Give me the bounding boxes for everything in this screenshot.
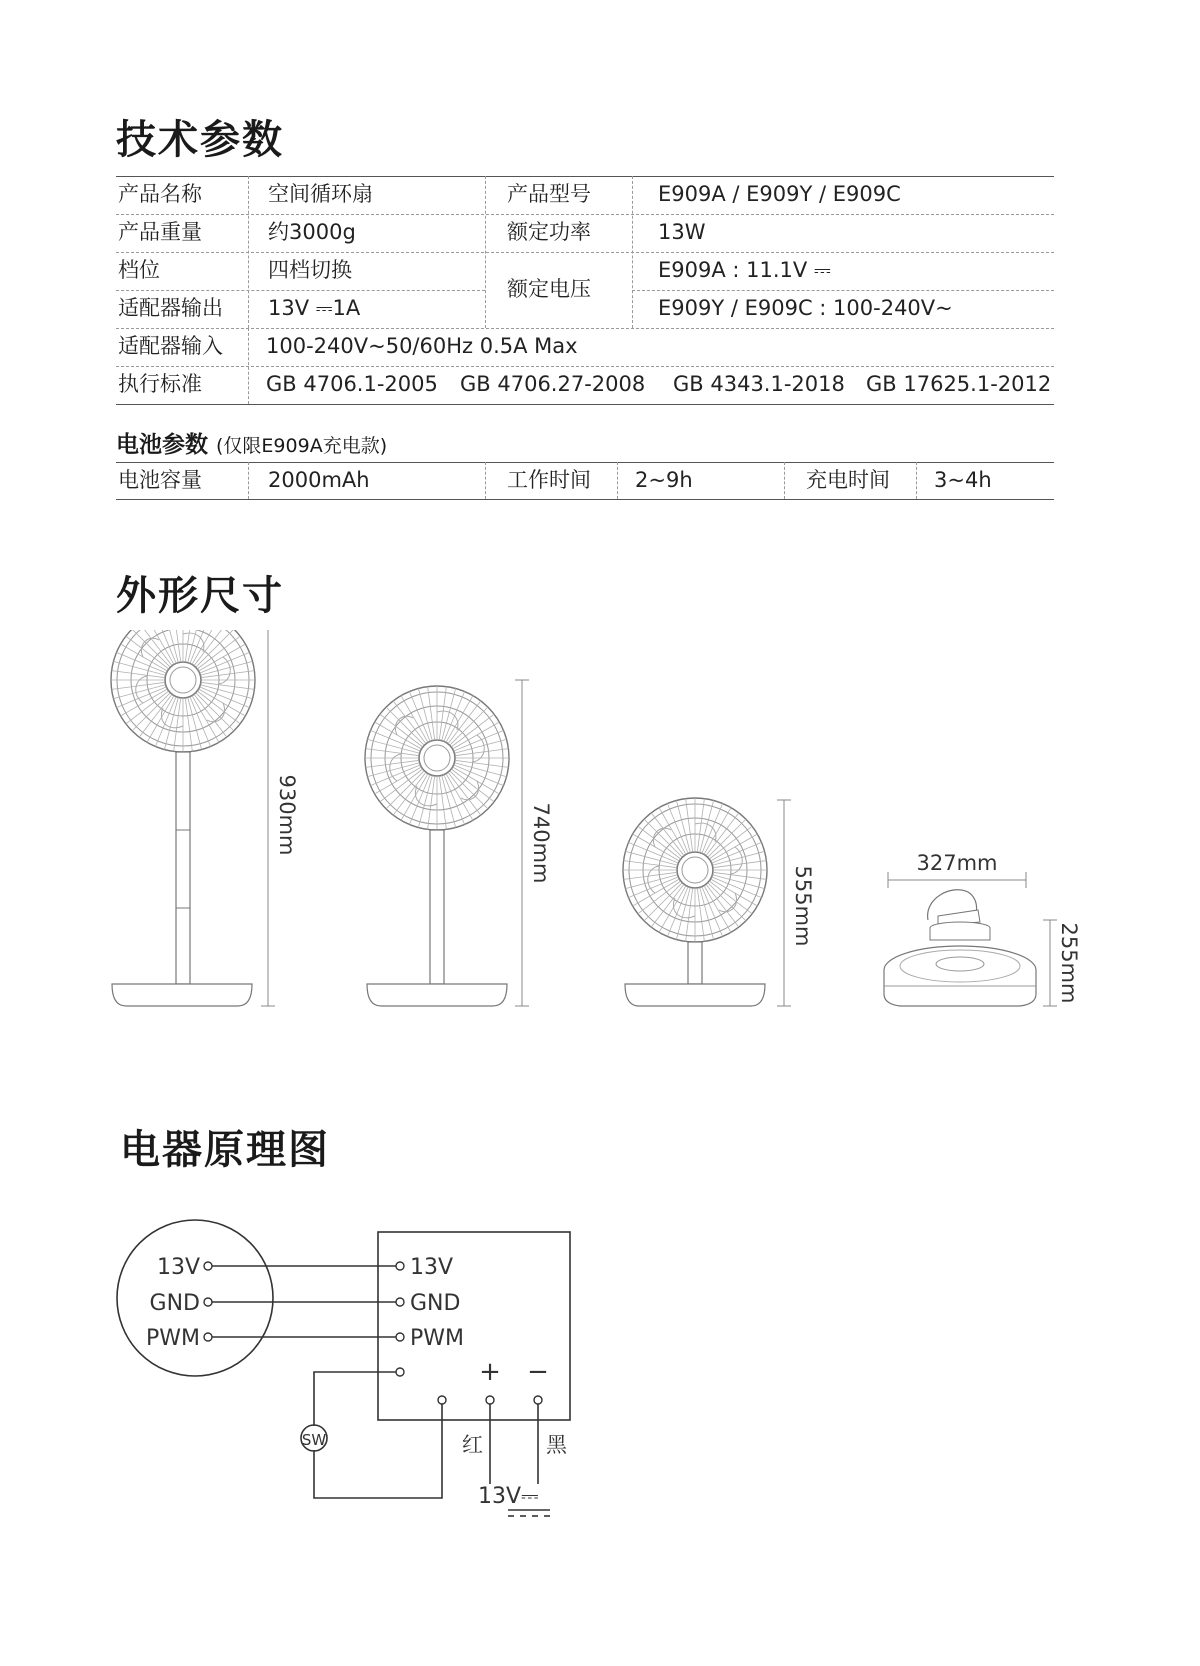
table-rule — [116, 328, 1054, 329]
battery-note: (仅限E909A充电款) — [216, 435, 388, 457]
model-label: 产品型号 — [507, 182, 591, 206]
desk-fan-drawing — [884, 851, 1081, 1006]
adapter-input-value: 100-240V~50/60Hz 0.5A Max — [266, 334, 578, 358]
battery-table — [116, 462, 1054, 500]
weight-value: 约3000g — [268, 220, 356, 244]
work-time-value: 2~9h — [635, 468, 693, 492]
switch-label: SW — [301, 1431, 327, 1449]
battery-title: 电池参数 — [116, 432, 208, 458]
table-divider — [248, 462, 249, 499]
name-value: 空间循环扇 — [268, 182, 373, 206]
model-value: E909A / E909Y / E909C — [658, 182, 901, 206]
tall-height-label: 930mm — [275, 774, 299, 856]
plus-label: + — [479, 1357, 501, 1387]
board-gnd-label: GND — [410, 1291, 461, 1316]
gear-label: 档位 — [118, 258, 160, 282]
capacity-label: 电池容量 — [118, 468, 202, 492]
table-divider — [784, 462, 785, 499]
board-pin-plus — [486, 1396, 494, 1404]
capacity-value: 2000mAh — [268, 468, 370, 492]
desk-height-label: 255mm — [1057, 922, 1081, 1004]
table-rule — [116, 176, 1054, 177]
gear-value: 四档切换 — [268, 258, 352, 282]
table-divider — [248, 328, 249, 404]
charge-time-value: 3~4h — [934, 468, 992, 492]
black-wire-label: 黑 — [546, 1433, 567, 1457]
board-pin-switch — [396, 1368, 404, 1376]
motor-13v-label: 13V — [156, 1255, 200, 1280]
table-rule — [116, 404, 1054, 405]
table-divider — [485, 176, 486, 328]
motor-pin-13v — [204, 1262, 212, 1270]
battery-section-title — [116, 426, 387, 459]
board-pin-13v — [396, 1262, 404, 1270]
table-divider — [632, 176, 633, 328]
table-divider — [617, 462, 618, 499]
table-rule — [116, 462, 1054, 463]
board-pin-pwm — [396, 1333, 404, 1341]
tall-fan-drawing — [111, 630, 299, 1006]
adapter-input-label: 适配器输入 — [118, 334, 223, 358]
dimension-drawings — [0, 630, 1200, 1060]
table-divider — [248, 176, 249, 328]
table-divider — [916, 462, 917, 499]
weight-label: 产品重量 — [118, 220, 202, 244]
standard-1: GB 4706.1-2005 — [266, 372, 438, 396]
board-13v-label: 13V — [410, 1255, 454, 1280]
adapter-output-value: 13V ⎓1A — [268, 296, 361, 320]
board-pin-gnd — [396, 1298, 404, 1306]
board-pin-sw-return — [438, 1396, 446, 1404]
minus-label: − — [527, 1357, 549, 1387]
voltage-value-yc: E909Y / E909C : 100-240V~ — [658, 296, 953, 320]
voltage-value-a: E909A : 11.1V ⎓ — [658, 258, 831, 282]
table-rule — [116, 252, 1054, 253]
motor-pin-gnd — [204, 1298, 212, 1306]
desk-width-label: 327mm — [916, 851, 998, 875]
motor-gnd-label: GND — [149, 1291, 200, 1316]
red-wire-label: 红 — [462, 1433, 483, 1457]
supply-label: 13V⎓ — [478, 1484, 539, 1509]
adapter-output-label: 适配器输出 — [118, 296, 223, 320]
table-divider — [485, 462, 486, 499]
table-rule — [632, 290, 1054, 291]
standard-4: GB 17625.1-2012 — [866, 372, 1052, 396]
short-height-label: 555mm — [791, 865, 815, 947]
control-board — [378, 1232, 570, 1420]
mid-height-label: 740mm — [529, 802, 553, 884]
standard-2: GB 4706.27-2008 — [460, 372, 646, 396]
short-fan-drawing — [623, 798, 815, 1006]
spec-section-title: 技术参数 — [116, 117, 284, 163]
motor-pwm-label: PWM — [145, 1326, 200, 1351]
standard-3: GB 4343.1-2018 — [673, 372, 845, 396]
power-label: 额定功率 — [507, 220, 591, 244]
dimension-section-title: 外形尺寸 — [116, 573, 284, 619]
voltage-label: 额定电压 — [507, 277, 591, 301]
table-rule — [116, 290, 485, 291]
wiring-schematic — [0, 1200, 1200, 1520]
board-pwm-label: PWM — [410, 1326, 465, 1351]
table-rule — [116, 214, 1054, 215]
motor-pin-pwm — [204, 1333, 212, 1341]
table-rule — [116, 499, 1054, 500]
standard-label: 执行标准 — [118, 372, 202, 396]
name-label: 产品名称 — [118, 182, 202, 206]
table-rule — [116, 366, 1054, 367]
mid-fan-drawing — [365, 680, 553, 1006]
spec-table — [116, 176, 1054, 406]
work-time-label: 工作时间 — [507, 468, 591, 492]
power-value: 13W — [658, 220, 706, 244]
charge-time-label: 充电时间 — [806, 468, 890, 492]
schematic-section-title: 电器原理图 — [120, 1127, 330, 1173]
board-pin-minus — [534, 1396, 542, 1404]
